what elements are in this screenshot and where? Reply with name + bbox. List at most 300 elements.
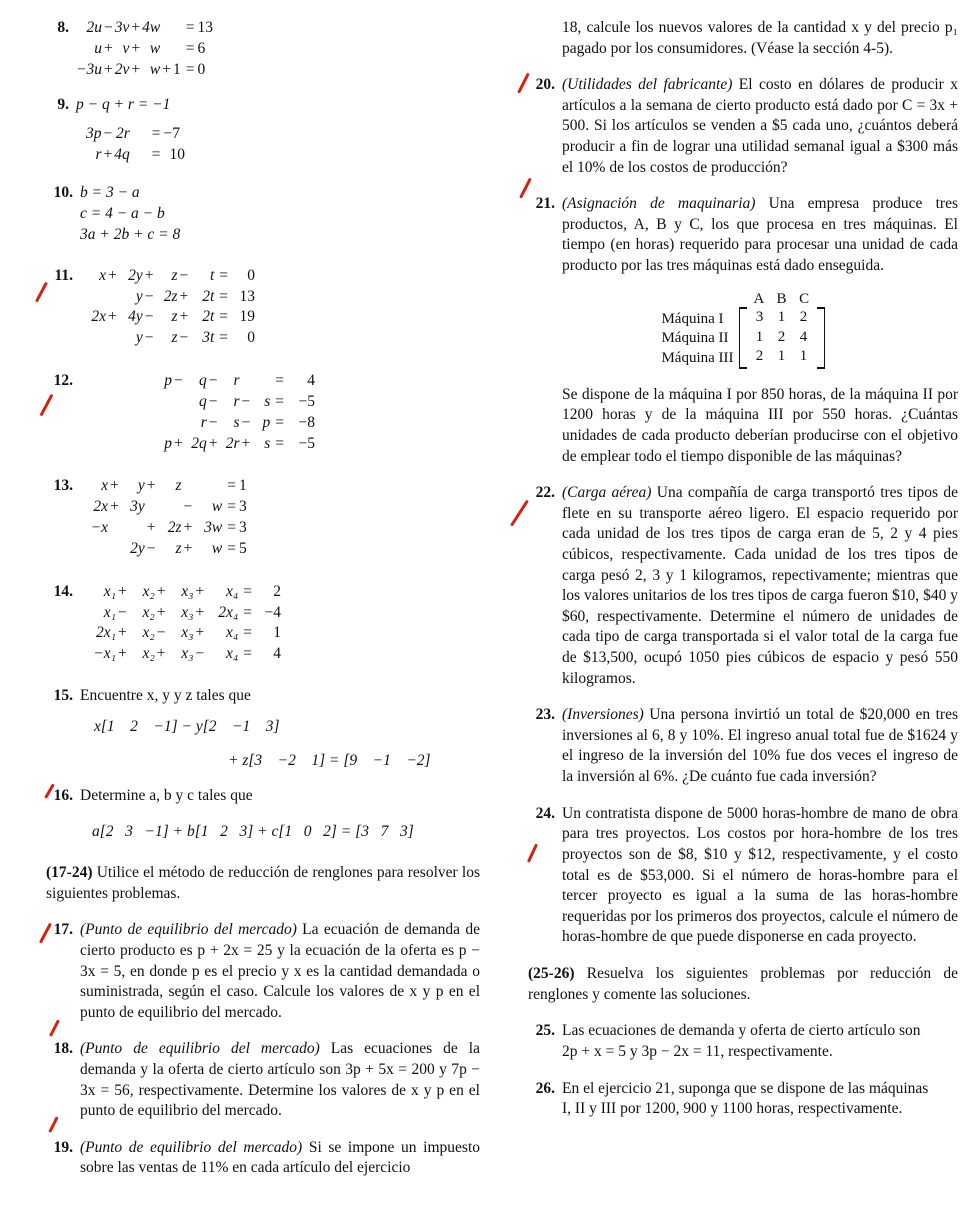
operator: + — [183, 539, 193, 557]
matrix-cell: 1 — [799, 348, 808, 365]
term: p — [164, 372, 172, 390]
term: w — [211, 498, 223, 516]
exercise-10 — [46, 183, 480, 246]
exercise-number: 19. — [53, 1138, 73, 1156]
equation-row — [148, 392, 315, 413]
term: w — [149, 60, 161, 78]
exercise-content — [80, 786, 480, 844]
term: x₄ — [225, 624, 239, 642]
term: 1 — [172, 60, 181, 78]
exercise-text — [562, 75, 958, 178]
rhs-value: 3 — [239, 498, 247, 516]
instruction-25-26 — [528, 964, 958, 1005]
operator: − — [156, 624, 166, 642]
term: t — [209, 266, 215, 284]
exercise-equations — [76, 18, 480, 80]
matrix-grid — [739, 291, 825, 369]
rhs-value: 3 — [239, 519, 247, 537]
matrix-row-label: Máquina III — [661, 349, 734, 366]
equals-sign: = — [227, 539, 236, 557]
exercise-text — [80, 1138, 480, 1179]
operator: + — [131, 19, 141, 36]
operator: + — [183, 519, 193, 537]
equation-row — [80, 497, 247, 518]
exercise-equations — [76, 95, 480, 166]
equals-sign: = — [185, 19, 195, 36]
right-column — [500, 18, 976, 1179]
equation-line: 3a + 2b + c = 8 — [80, 225, 181, 243]
term — [158, 497, 182, 518]
equation-line: b = 3 − a — [80, 184, 140, 202]
term: w — [149, 39, 161, 57]
operator — [172, 392, 185, 413]
equals-sign: = — [219, 266, 228, 284]
term: s — [233, 413, 240, 431]
exercise-24 — [528, 804, 958, 948]
equation-row — [80, 266, 255, 287]
exercise-number: 24. — [535, 804, 555, 822]
equals-sign: = — [151, 125, 161, 143]
exercise-body-text: Las ecuaciones de la demanda y la oferta de cierto artículo son 3p + 5x = 200 y 7p − 3x = 56, respectivamente. Determine los valores de x y p en el punto de equilibrio del mercado. — [80, 1040, 480, 1120]
term: 2x — [93, 498, 108, 516]
exercise-number: 25. — [535, 1022, 555, 1040]
exercise-number: 18. — [53, 1040, 73, 1058]
term: x — [99, 266, 106, 284]
term: x — [101, 477, 108, 495]
operator: − — [241, 392, 251, 410]
term: 4q — [114, 146, 130, 164]
equation-row — [86, 582, 281, 603]
term: x₄ — [225, 582, 239, 600]
operator: − — [118, 603, 127, 621]
term: 2x — [91, 308, 106, 326]
term — [173, 18, 181, 39]
operator: − — [144, 287, 154, 305]
operator: + — [118, 645, 127, 663]
term: 4w — [142, 19, 161, 36]
term: 2v — [114, 60, 130, 78]
term: y — [137, 477, 145, 495]
math-line: a[2 3 −1] + b[1 2 3] + c[1 0 2] = [3 7 3] — [92, 823, 414, 841]
equation-row — [76, 18, 213, 39]
operator: + — [103, 39, 113, 57]
operator: + — [110, 477, 119, 495]
exercise-text — [562, 194, 958, 276]
exercise-equations — [80, 582, 480, 665]
term: z — [175, 477, 182, 495]
operator: − — [179, 266, 189, 284]
equals-sign: = — [219, 287, 228, 305]
exercise-text — [80, 920, 480, 1023]
exercise-19 — [46, 1138, 480, 1179]
exercise-title: (Carga aérea) — [562, 484, 652, 502]
exercise-number: 8. — [57, 19, 69, 36]
exercise-body-text: La ecuación de demanda de cierto producto es p + 2x = 25 y la ecuación de la oferta es p − 3x = 5, en donde p es el precio y x es la cantidad demandada o suministrada, según el caso. Calcule los valores de x y p en el punto de equilibrio del mercado. — [80, 921, 480, 1021]
exercise-text — [562, 483, 958, 689]
rhs-value: 19 — [239, 308, 255, 326]
equation-row — [80, 476, 247, 497]
term: x₂ — [142, 645, 155, 663]
exercise-number: 10. — [53, 184, 73, 202]
term: 3t — [202, 329, 215, 347]
matrix-cell: 2 — [755, 348, 764, 365]
matrix-cell: 2 — [799, 309, 808, 326]
rhs-value: −4 — [264, 603, 281, 621]
exercise-number: 20. — [535, 76, 555, 94]
exercise-text — [562, 1079, 958, 1121]
term: z — [171, 308, 178, 326]
term: 2r — [115, 125, 130, 143]
term: 2t — [202, 287, 215, 305]
equation-row — [80, 539, 247, 560]
exercise-21-continuation — [528, 385, 958, 467]
term: 2y — [128, 266, 143, 284]
matrix-column-header: B — [776, 290, 787, 307]
operator: − — [103, 125, 113, 143]
operator: − — [208, 372, 218, 390]
equation-row — [86, 644, 281, 665]
term: x₁ — [103, 603, 116, 621]
exercise-title: (Utilidades del fabricante) — [562, 76, 733, 94]
equation-system — [76, 18, 213, 80]
rhs-value: 4 — [273, 645, 281, 663]
operator: + — [146, 477, 156, 495]
equation-row — [148, 434, 315, 455]
term: w — [211, 539, 223, 557]
term: 2r — [225, 434, 240, 452]
math-line: + z[3 −2 1] = [9 −1 −2] — [228, 751, 431, 769]
term: 2z — [163, 287, 178, 305]
term: x₁ — [103, 582, 116, 600]
equation-system — [86, 124, 185, 166]
equation-row — [86, 124, 185, 145]
exercise-body-text: Una persona invirtió un total de $20,000 en tres inversiones al 6, 8 y 10%. El ingreso anual total fue de $1624 y el ingreso de la inversión del 10% fue dos veces el ingreso de la inversión al 6%. ¿De cuánto fue cada inversión? — [562, 706, 958, 786]
exercise-11 — [46, 266, 480, 349]
exercise-text-after-matrix: Se dispone de la máquina I por 850 horas, de la máquina II por 1200 horas y de la máquina III por 550 horas. ¿Cuántas unidades de cada producto deberían producirse con el objetivo de emplear todo el tiempo disponible de las máquinas? — [562, 385, 958, 465]
operator — [108, 518, 121, 539]
equation-line: c = 4 − a − b — [80, 204, 165, 222]
exercise-equations — [80, 476, 480, 559]
equation-system — [148, 371, 315, 454]
operator — [172, 413, 185, 434]
term: 2z — [167, 519, 182, 537]
matrix-bracket-caps — [740, 367, 824, 369]
term: x₃ — [181, 603, 194, 621]
rhs-value: 0 — [247, 329, 255, 347]
term — [148, 392, 172, 413]
instruction-text: Resuelva los siguientes problemas por reducción de renglones y comente las soluciones. — [528, 964, 958, 1003]
math-line: I, II y III por 1200, 900 y 1100 horas, respectivamente. — [562, 1100, 903, 1118]
equals-sign: = — [227, 477, 236, 495]
exercise-prose: Encuentre x, y y z tales que — [80, 687, 251, 705]
rhs-value: −8 — [298, 413, 315, 431]
operator: + — [156, 603, 166, 621]
matrix-column-header: A — [753, 290, 765, 307]
exercise-9 — [46, 95, 480, 166]
term — [148, 413, 172, 434]
term: −x — [90, 519, 108, 537]
equation-system — [80, 266, 255, 349]
exercise-number: 22. — [535, 484, 555, 502]
exercise-number: 15. — [53, 687, 73, 705]
equation-system — [80, 476, 247, 559]
equals-sign: = — [219, 308, 228, 326]
term: −x₁ — [93, 645, 116, 663]
operator — [160, 39, 173, 60]
exercise-number: 13. — [53, 477, 73, 495]
rhs-value: 1 — [273, 624, 281, 642]
rhs-value: 4 — [307, 372, 315, 390]
term: q — [199, 392, 207, 410]
operator: − — [208, 413, 218, 431]
operator: + — [108, 308, 117, 326]
equation-row — [76, 60, 213, 81]
equation-row — [86, 603, 281, 624]
exercise-number: 17. — [53, 921, 73, 939]
term — [194, 476, 222, 497]
term: 2u — [86, 19, 102, 36]
exercise-body-text: Una compañía de carga transportó tres tipos de flete en su transporte aéreo ligero. El espacio requerido por cada unidad de los tres tipos de carga eran de 5, 2 y 4 pies cúbicos, respectivamente. Cada unidad de los tres tipos de carga pesó 2, 3 y 1 kilogramos, repectivamente; mientras que los valores unitarios de los tres tipos de carga fueron $10, $40 y $60, respectivamente. Determine el número de unidades de cada tipo de carga transportada si el valor total de la carga fue de $13,500, ocupó 1050 pies cúbicos de espacio y pesó 550 kilogramos. — [562, 484, 958, 687]
term — [80, 287, 106, 308]
operator — [182, 476, 195, 497]
equals-sign: = — [219, 329, 228, 347]
operator — [240, 371, 253, 392]
term — [252, 371, 270, 392]
term: r — [200, 413, 207, 431]
exercise-number: 21. — [535, 195, 555, 213]
exercise-number: 23. — [535, 706, 555, 724]
exercise-number: 26. — [535, 1079, 555, 1097]
machine-time-matrix — [528, 291, 958, 369]
exercise-19-continuation — [528, 18, 958, 59]
matrix-inner — [661, 291, 824, 369]
rhs-value: 1 — [239, 477, 247, 495]
term: r — [233, 392, 240, 410]
matrix-cell: 3 — [755, 309, 764, 326]
exercise-22 — [528, 483, 958, 689]
operator: + — [179, 287, 189, 305]
operator: + — [156, 645, 166, 663]
term: z — [175, 539, 182, 557]
operator: + — [146, 519, 156, 537]
term: s — [264, 434, 271, 452]
equals-sign: = — [151, 146, 161, 164]
operator: − — [208, 392, 218, 410]
operator: + — [208, 434, 218, 452]
rhs-value: 6 — [197, 39, 206, 57]
exercise-body-text: Si se impone un impuesto sobre las ventas de 11% en cada artículo del ejercicio — [80, 1138, 480, 1177]
operator — [160, 18, 173, 39]
term — [80, 539, 108, 560]
operator: − — [195, 645, 205, 663]
rhs-value: 0 — [247, 266, 255, 284]
equation-row — [80, 518, 247, 539]
exercise-text — [562, 705, 958, 787]
spacer — [528, 385, 562, 467]
term: 4y — [128, 308, 143, 326]
instruction-text: Utilice el método de reducción de renglones para resolver los siguientes problemas. — [46, 864, 480, 902]
term: 3w — [204, 519, 223, 537]
exercise-title: (Punto de equilibrio del mercado) — [80, 921, 297, 939]
continuation-text: 18, calcule los nuevos valores de la cantidad x y del precio p₁ pagado por los consumidores. (Véase la sección 4-5). — [562, 19, 958, 57]
exercise-text — [80, 1039, 480, 1121]
operator: + — [103, 60, 113, 78]
exercise-13 — [46, 476, 480, 559]
rhs-value: 13 — [239, 287, 255, 305]
exercise-15 — [46, 686, 480, 771]
term: p — [262, 413, 271, 431]
operator — [106, 287, 119, 308]
equals-sign: = — [243, 645, 252, 663]
term: y — [135, 329, 143, 347]
equation-row — [86, 145, 185, 166]
term: x₃ — [181, 624, 194, 642]
matrix-row-label: Máquina II — [661, 330, 729, 347]
exercise-26 — [528, 1079, 958, 1121]
exercise-8 — [46, 18, 480, 80]
rhs-value: −5 — [298, 434, 315, 452]
term: 2y — [130, 539, 145, 557]
exercise-number: 9. — [57, 96, 69, 114]
equals-sign: = — [243, 582, 252, 600]
exercise-title: (Punto de equilibrio del mercado) — [80, 1138, 303, 1156]
equation-line: p − q + r = −1 — [76, 96, 171, 114]
term: −3u — [76, 60, 102, 78]
exercise-body-text: En el ejercicio 21, suponga que se dispone de las máquinas — [562, 1079, 929, 1097]
matrix-column-header: C — [799, 290, 810, 307]
operator: − — [241, 413, 251, 431]
equals-sign: = — [185, 60, 195, 78]
operator: + — [174, 434, 183, 452]
rhs-value: 13 — [197, 19, 213, 36]
rhs-value: 0 — [197, 60, 206, 78]
term: 2x₄ — [218, 603, 239, 621]
rhs-value: −5 — [298, 392, 315, 410]
operator: − — [146, 539, 156, 557]
operator: − — [103, 19, 113, 36]
math-line: 2p + x = 5 y 3p − 2x = 11, respectivamente. — [562, 1042, 833, 1060]
left-column — [0, 18, 500, 1179]
term: 3v — [114, 19, 130, 36]
term: 2t — [202, 308, 215, 326]
matrix-column-headers — [739, 291, 825, 308]
matrix-cell: 1 — [777, 309, 786, 326]
exercise-18 — [46, 1039, 480, 1121]
operator: + — [131, 39, 141, 57]
operator: + — [156, 582, 166, 600]
term: v — [122, 39, 130, 57]
exercise-number: 16. — [53, 786, 73, 804]
term: x₃ — [181, 582, 194, 600]
exercise-14 — [46, 582, 480, 665]
operator: − — [174, 372, 183, 390]
rhs-value: 10 — [169, 146, 185, 164]
term — [80, 328, 106, 349]
term — [121, 518, 145, 539]
term: x₄ — [225, 645, 239, 663]
math-line: x[1 2 −1] − y[2 −1 3] — [94, 717, 280, 735]
equals-sign: = — [185, 39, 195, 57]
term: r — [95, 146, 102, 164]
term: u — [94, 39, 102, 57]
term: 2x₁ — [95, 624, 116, 642]
operator: − — [179, 329, 189, 347]
matrix-cell: 2 — [777, 328, 786, 345]
equation-row — [80, 307, 255, 328]
exercise-equations — [80, 183, 480, 246]
exercise-20 — [528, 75, 958, 178]
exercise-equations — [80, 266, 480, 349]
matrix-column — [793, 308, 815, 367]
exercise-body-text: El costo en dólares de producir x artículos a la semana de cierto producto está dado por C = 3x + 500. Si los artículos se venden a $5 cada uno, ¿cuántos deberá producir a fin de lograr una utilidad semanal igual a $300 más el 10% de los costos de producción? — [562, 76, 958, 176]
term: r — [233, 372, 240, 390]
term: x₃ — [181, 645, 194, 663]
matrix-cell: 1 — [777, 348, 786, 365]
term: 2q — [191, 434, 207, 452]
exercise-title: (Inversiones) — [562, 706, 644, 724]
operator: + — [131, 60, 141, 78]
operator — [108, 539, 121, 560]
term: z — [171, 266, 178, 284]
operator: + — [118, 582, 127, 600]
equation-row — [148, 371, 315, 392]
matrix-cell: 1 — [755, 328, 764, 345]
term: p — [164, 434, 172, 452]
equation-row — [80, 328, 255, 349]
operator: − — [144, 308, 154, 326]
operator: + — [103, 146, 113, 164]
term: x₂ — [142, 582, 155, 600]
exercise-23 — [528, 705, 958, 787]
exercise-content — [80, 686, 480, 771]
equals-sign: = — [243, 624, 252, 642]
term: z — [171, 329, 178, 347]
term: 3y — [130, 498, 145, 516]
exercise-title: (Asignación de maquinaria) — [562, 195, 756, 213]
term: x₂ — [142, 624, 155, 642]
equals-sign: = — [227, 498, 236, 516]
equals-sign: = — [275, 392, 284, 410]
operator: + — [108, 266, 117, 284]
operator: − — [183, 498, 193, 516]
operator: + — [144, 266, 154, 284]
instruction-range: (17-24) — [46, 864, 93, 882]
term: x₂ — [142, 603, 155, 621]
instruction-17-24 — [46, 863, 480, 904]
equals-sign: = — [243, 603, 252, 621]
operator: + — [195, 582, 205, 600]
instruction-range: (25-26) — [528, 964, 575, 982]
matrix-row-labels — [661, 291, 738, 369]
operator: + — [162, 60, 171, 78]
matrix-cell: 4 — [799, 328, 808, 345]
matrix-column — [749, 308, 771, 367]
exercise-number: 12. — [53, 372, 73, 390]
term: s — [264, 392, 271, 410]
exercise-16 — [46, 786, 480, 844]
exercise-17 — [46, 920, 480, 1023]
matrix-values — [739, 307, 825, 369]
exercise-title: (Punto de equilibrio del mercado) — [80, 1040, 320, 1058]
exercise-prose: Determine a, b y c tales que — [80, 786, 253, 804]
matrix-column — [771, 308, 793, 367]
term: 3p — [86, 125, 102, 143]
operator: + — [118, 624, 127, 642]
operator: + — [110, 498, 119, 516]
exercise-21 — [528, 194, 958, 276]
exercise-body-text: Una empresa produce tres productos, A, B y C, los que procesa en tres máquinas. El tiempo (en horas) requerido para procesar una unidad de cada producto por las tres máquinas está dado enseguida. — [562, 195, 958, 275]
equals-sign: = — [275, 434, 284, 452]
